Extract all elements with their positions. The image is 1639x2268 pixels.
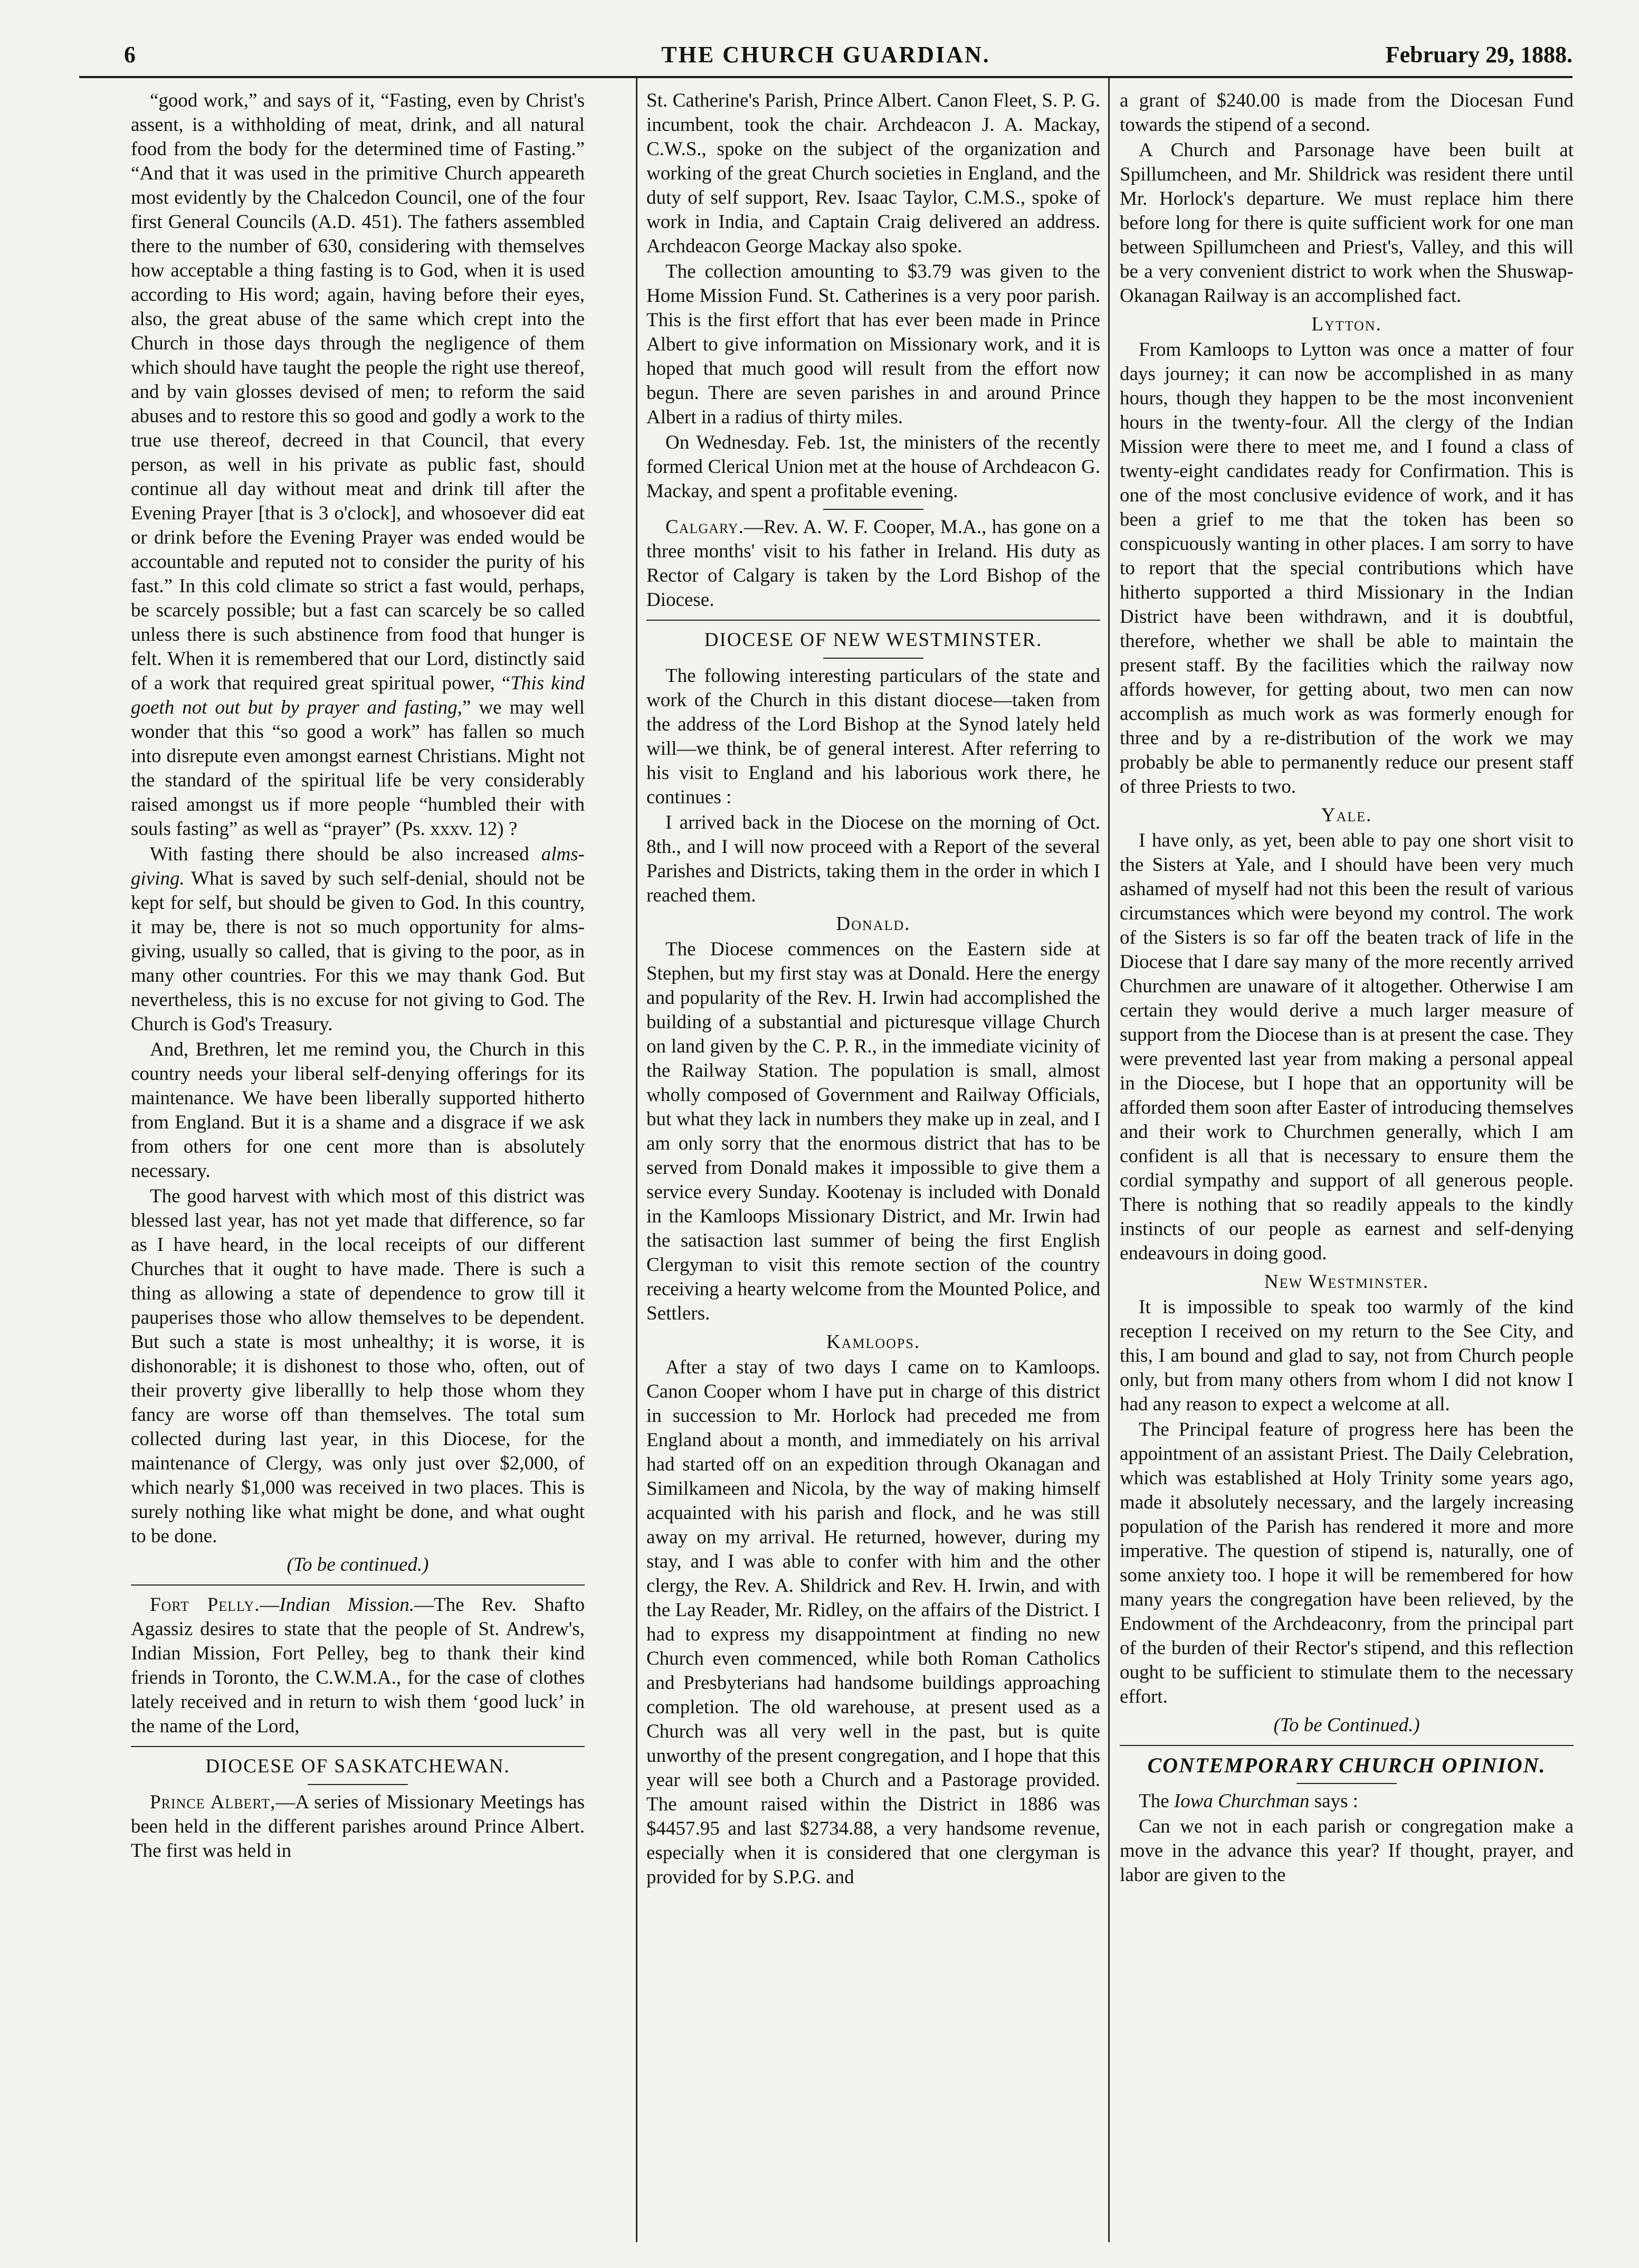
subheading-new-westminster: New Westminster. — [1264, 1271, 1430, 1293]
paragraph: The good harvest with which most of this district was blessed last year, has not yet made that difference, so far as I have heard, in the local receipts of our different Churches that it ought to have made. There is such a thing as allowing a state of dependence to grow till it pauperises those who allow themselves to be dependent. But such a state is most unhealthy; it is worse, it is dishonorable; it is dishonest to those who, often, out of their proverty give liberallly to help those whom they fancy are worse off than themselves. The total sum collected during last year, in this Diocese, for the maintenance of Clergy, was only just over $2,000, of which nearly $1,000 was received in two places. This is surely nothing like what might be done, and what ought to be done. — [131, 1185, 585, 1547]
paragraph: With fasting there should be also increased alms-giving. What is saved by such self-denial, should not be kept for self, but should be given to God. In this country, it may be, there is not so much opportunity for alms-giving, usually so called, that is giving to the poor, as in many other countries. For this we may thank God. But nevertheless, this is no excuse for not giving to God. The Church is God's Treasury. — [131, 843, 585, 1035]
divider — [1120, 1745, 1574, 1746]
paragraph: From Kamloops to Lytton was once a matter of four days journey; it can now be accomplished in as many hours, though they happen to be the most inconvenient hours in the twenty-four. All the clergy of the Indian Mission were there to meet me, and I found a class of twenty-eight candidates ready for Confirmation. This is one of the most conclusive evidence of work, and it has been a grief to me that the token has been so conspicuously wanting in other places. I am sorry to have to report that the special contributions which have hitherto supported a third Missionary in the Indian District have been withdrawn, and it is doubtful, therefore, whether we shall be able to maintain the present staff. By the facilities which the railway now affords however, for getting about, two men can now accomplish as much work as was formerly enough for three and by a re-distribution of the work we may probably be able to permanently reduce our present staff of three Priests to two. — [1120, 339, 1574, 798]
column-rule — [1108, 78, 1110, 2242]
column-1 — [131, 89, 585, 1863]
paragraph: I arrived back in the Diocese on the morning of Oct. 8th., and I will now proceed with a Report of the several Parishes and Districts, taking them in the order in which I reached them. — [646, 812, 1100, 906]
section-heading-contemporary-opinion: CONTEMPORARY CHURCH OPINION. — [1147, 1753, 1546, 1777]
short-rule — [1297, 1783, 1397, 1784]
paragraph: On Wednesday. Feb. 1st, the ministers of the recently formed Clerical Union met at the house of Archdeacon G. Mackay, and spent a profitable evening. — [646, 432, 1100, 502]
paragraph: The Principal feature of progress here has been the appointment of an assistant Priest. The Daily Celebration, which was established at Holy Trinity some years ago, made it absolutely necessary, and the largely increasing population of the Parish has rendered it more and more imperative. The question of stipend is, naturally, one of some anxiety too. I hope it will be remembered for how many years the congregation have been relieved, by the Endowment of the Archdeaconry, from the principal part of the burden of their Rector's stipend, and this reflection ought to be sufficient to stimulate them to the necessary effort. — [1120, 1419, 1574, 1707]
page-number: 6 — [124, 42, 136, 68]
paragraph: a grant of $240.00 is made from the Diocesan Fund towards the stipend of a second. — [1120, 90, 1574, 136]
paragraph: A Church and Parsonage have been built at Spillumcheen, and Mr. Shildrick was resident there until Mr. Horlock's departure. We must replace him there before long for there is quite sufficient work for one man between Spillumcheen and Priest's, Valley, and this will be a very convenient district to work when the Shuswap-Okanagan Railway is an accomplished fact. — [1120, 139, 1574, 307]
paragraph: The collection amounting to $3.79 was given to the Home Mission Fund. St. Catherines is a very poor parish. This is the first effort that has ever been made in Prince Albert to give information on Missionary work, and it is hoped that much good will result from the effort now begun. There are seven parishes in and around Prince Albert in a radius of thirty miles. — [646, 261, 1100, 428]
subheading-yale: Yale. — [1321, 804, 1373, 826]
section-heading-new-westminster: DIOCESE OF NEW WESTMINSTER. — [704, 629, 1043, 651]
divider — [131, 1584, 585, 1586]
short-rule — [823, 509, 923, 510]
paragraph: Can we not in each parish or congregation make a move in the advance this year? If thought, prayer, and labor are given to the — [1120, 1816, 1574, 1886]
paragraph: The following interesting particulars of the state and work of the Church in this distant diocese—taken from the address of the Lord Bishop at the Synod lately held will—we think, be of general interest. After referring to his visit to England and his laborious work there, he continues : — [646, 665, 1100, 808]
subheading-donald: Donald. — [836, 913, 911, 935]
to-be-continued: (To be continued.) — [287, 1554, 429, 1576]
paragraph: It is impossible to speak too warmly of the kind reception I received on my return to the See City, and this, I am bound and glad to say, not from Church people only, but from many others from whom I did not know I had any reason to expect a welcome at all. — [1120, 1296, 1574, 1415]
paragraph-fort-pelly: Fort Pelly.—Indian Mission.—The Rev. Shafto Agassiz desires to state that the people of St. Andrew's, Indian Mission, Fort Pelley, beg to thank their kind friends in Toronto, the C.W.M.A., for the case of clothes lately received and in return to wish them ‘good luck’ in the name of the Lord, — [131, 1594, 585, 1737]
short-rule — [823, 658, 923, 659]
to-be-continued: (To be Continued.) — [1273, 1714, 1420, 1736]
masthead-title: THE CHURCH GUARDIAN. — [661, 42, 990, 68]
subheading-kamloops: Kamloops. — [826, 1331, 921, 1353]
paragraph: After a stay of two days I came on to Kamloops. Canon Cooper whom I have put in charge of this district in succession to Mr. Horlock had preceded me from England about a month, and immediately on his arrival had started off on an expedition through Okanagan and Similkameen and Nicola, by the way of making himself acquainted with his parish and flock, and he was still away on my arrival. He returned, however, during my stay, and I was able to confer with him and the other clergy, the Rev. A. Shildrick and Rev. H. Irwin, and with the Lay Reader, Mr. Ridley, on the affairs of the District. I had to express my disappointment at finding no new Church even commenced, while both Roman Catholics and Presbyterians had handsome buildings approaching completion. The old warehouse, at present used as a Church was all very well in the past, but is quite unworthy of the present congregation, and I hope that this year will see both a Church and a Pastorage provided. The amount raised within the District in 1886 was $4457.95 and last $2734.88, a very handsome revenue, especially when it is considered that one clergyman is provided for by S.P.G. and — [646, 1356, 1100, 1888]
divider — [131, 1746, 585, 1747]
paragraph: St. Catherine's Parish, Prince Albert. Canon Fleet, S. P. G. incumbent, took the chair. Archdeacon J. A. Mackay, C.W.S., spoke on the subject of the organization and working of the great Church societies in England, and the duty of self support, Rev. Isaac Taylor, C.M.S., spoke of work in India, and Captain Craig delivered an address. Archdeacon George Mackay also spoke. — [646, 90, 1100, 257]
column-2 — [646, 89, 1100, 1890]
paragraph-prince-albert: Prince Albert,—A series of Missionary Meetings has been held in the different parishes around Prince Albert. The first was held in — [131, 1791, 585, 1862]
paragraph: The Diocese commences on the Eastern side at Stephen, but my first stay was at Donald. Here the energy and popularity of the Rev. H. Irwin had accomplished the building of a substantial and picturesque village Church on land given by the C. P. R., in the immediate vicinity of the Railway Station. The population is small, almost wholly composed of Government and Railway Officials, but what they lack in numbers they make up in zeal, and I am only sorry that the enormous district that has to be served from Donald makes it impossible to give them a service every Sunday. Kootenay is included with Donald in the Kamloops Missionary District, and Mr. Irwin had the satisaction last summer of being the first English Clergyman to visit this remote section of the country receiving a hearty welcome from the Mounted Police, and Settlers. — [646, 938, 1100, 1324]
paragraph-calgary: Calgary.—Rev. A. W. F. Cooper, M.A., has gone on a three months' visit to his father in Ireland. His duty as Rector of Calgary is taken by the Lord Bishop of the Diocese. — [646, 516, 1100, 611]
paragraph: “good work,” and says of it, “Fasting, even by Christ's assent, is a withholding of meat, drink, and all natural food from the body for the determined time of Fasting.” “And that it was used in the primitive Church appeareth most evidently by the Chalcedon Council, one of the four first General Councils (A.D. 451). The fathers assembled there to the number of 630, considering with themselves how acceptable a thing fasting is to God, when it is used according to His word; again, having before their eyes, also, the great abuse of the same which crept into the Church in those days through the negligence of them which should have taught the people the right use thereof, and by vain glosses devised of men; to reform the said abuses and to restore this so good and godly a work to the true use thereof, decreed in that Council, that every person, as well in his private as public fast, should continue all day without meat and drink till after the Evening Prayer [that is 3 o'clock], and whosoever did eat or drink before the Evening Prayer was ended would be accountable and reputed not to consider the purity of his fast.” In this cold climate so strict a fast would, perhaps, be scarcely possible; but a fast can scarcely be so called unless there is such abstinence from food that hunger is felt. When it is remembered that our Lord, distinctly said of a work that required great spiritual power, “This kind goeth not out but by prayer and fasting,” we may well wonder that this “so good a work” has fallen so much into disrepute even amongst earnest Christians. Might not the standard of the spiritual life be very considerably raised amongst us if more people “humbled their with souls fasting” as well as “prayer” (Ps. xxxv. 12) ? — [131, 90, 585, 840]
section-heading-saskatchewan: DIOCESE OF SASKATCHEWAN. — [205, 1755, 510, 1777]
column-3 — [1120, 89, 1574, 1887]
short-rule — [308, 1784, 408, 1785]
page-header — [79, 31, 1573, 78]
paragraph: And, Brethren, let me remind you, the Church in this country needs your liberal self-denying offerings for its maintenance. We have been liberally supported hitherto from England. But it is a shame and a disgrace if we ask from others for one cent more than is absolutely necessary. — [131, 1039, 585, 1182]
column-rule — [636, 78, 637, 2242]
paragraph: I have only, as yet, been able to pay one short visit to the Sisters at Yale, and I should have been very much ashamed of myself had not this been the result of various circumstances which were beyond my control. The work of the Sisters is so far off the beaten track of life in the Diocese that I dare say many of the more recently arrived Churchmen are unaware of it altogether. Otherwise I am certain they would derive a much larger measure of support from the Diocese than is at present the case. They were prevented last year from making a personal appeal in the Diocese, but I hope that an opportunity will be afforded them soon after Easter of introducing themselves and their work to Churchmen generally, which I am confident is all that is necessary to ensure them the cordial sympathy and support of all generous people. There is nothing that so readily appeals to the kindly instincts of our people as earnest and self-denying endeavours in doing good. — [1120, 830, 1574, 1264]
issue-date: February 29, 1888. — [1385, 42, 1573, 68]
subheading-lytton: Lytton. — [1311, 314, 1382, 335]
divider — [646, 620, 1100, 621]
paragraph-iowa: The Iowa Churchman says : — [1139, 1790, 1358, 1812]
